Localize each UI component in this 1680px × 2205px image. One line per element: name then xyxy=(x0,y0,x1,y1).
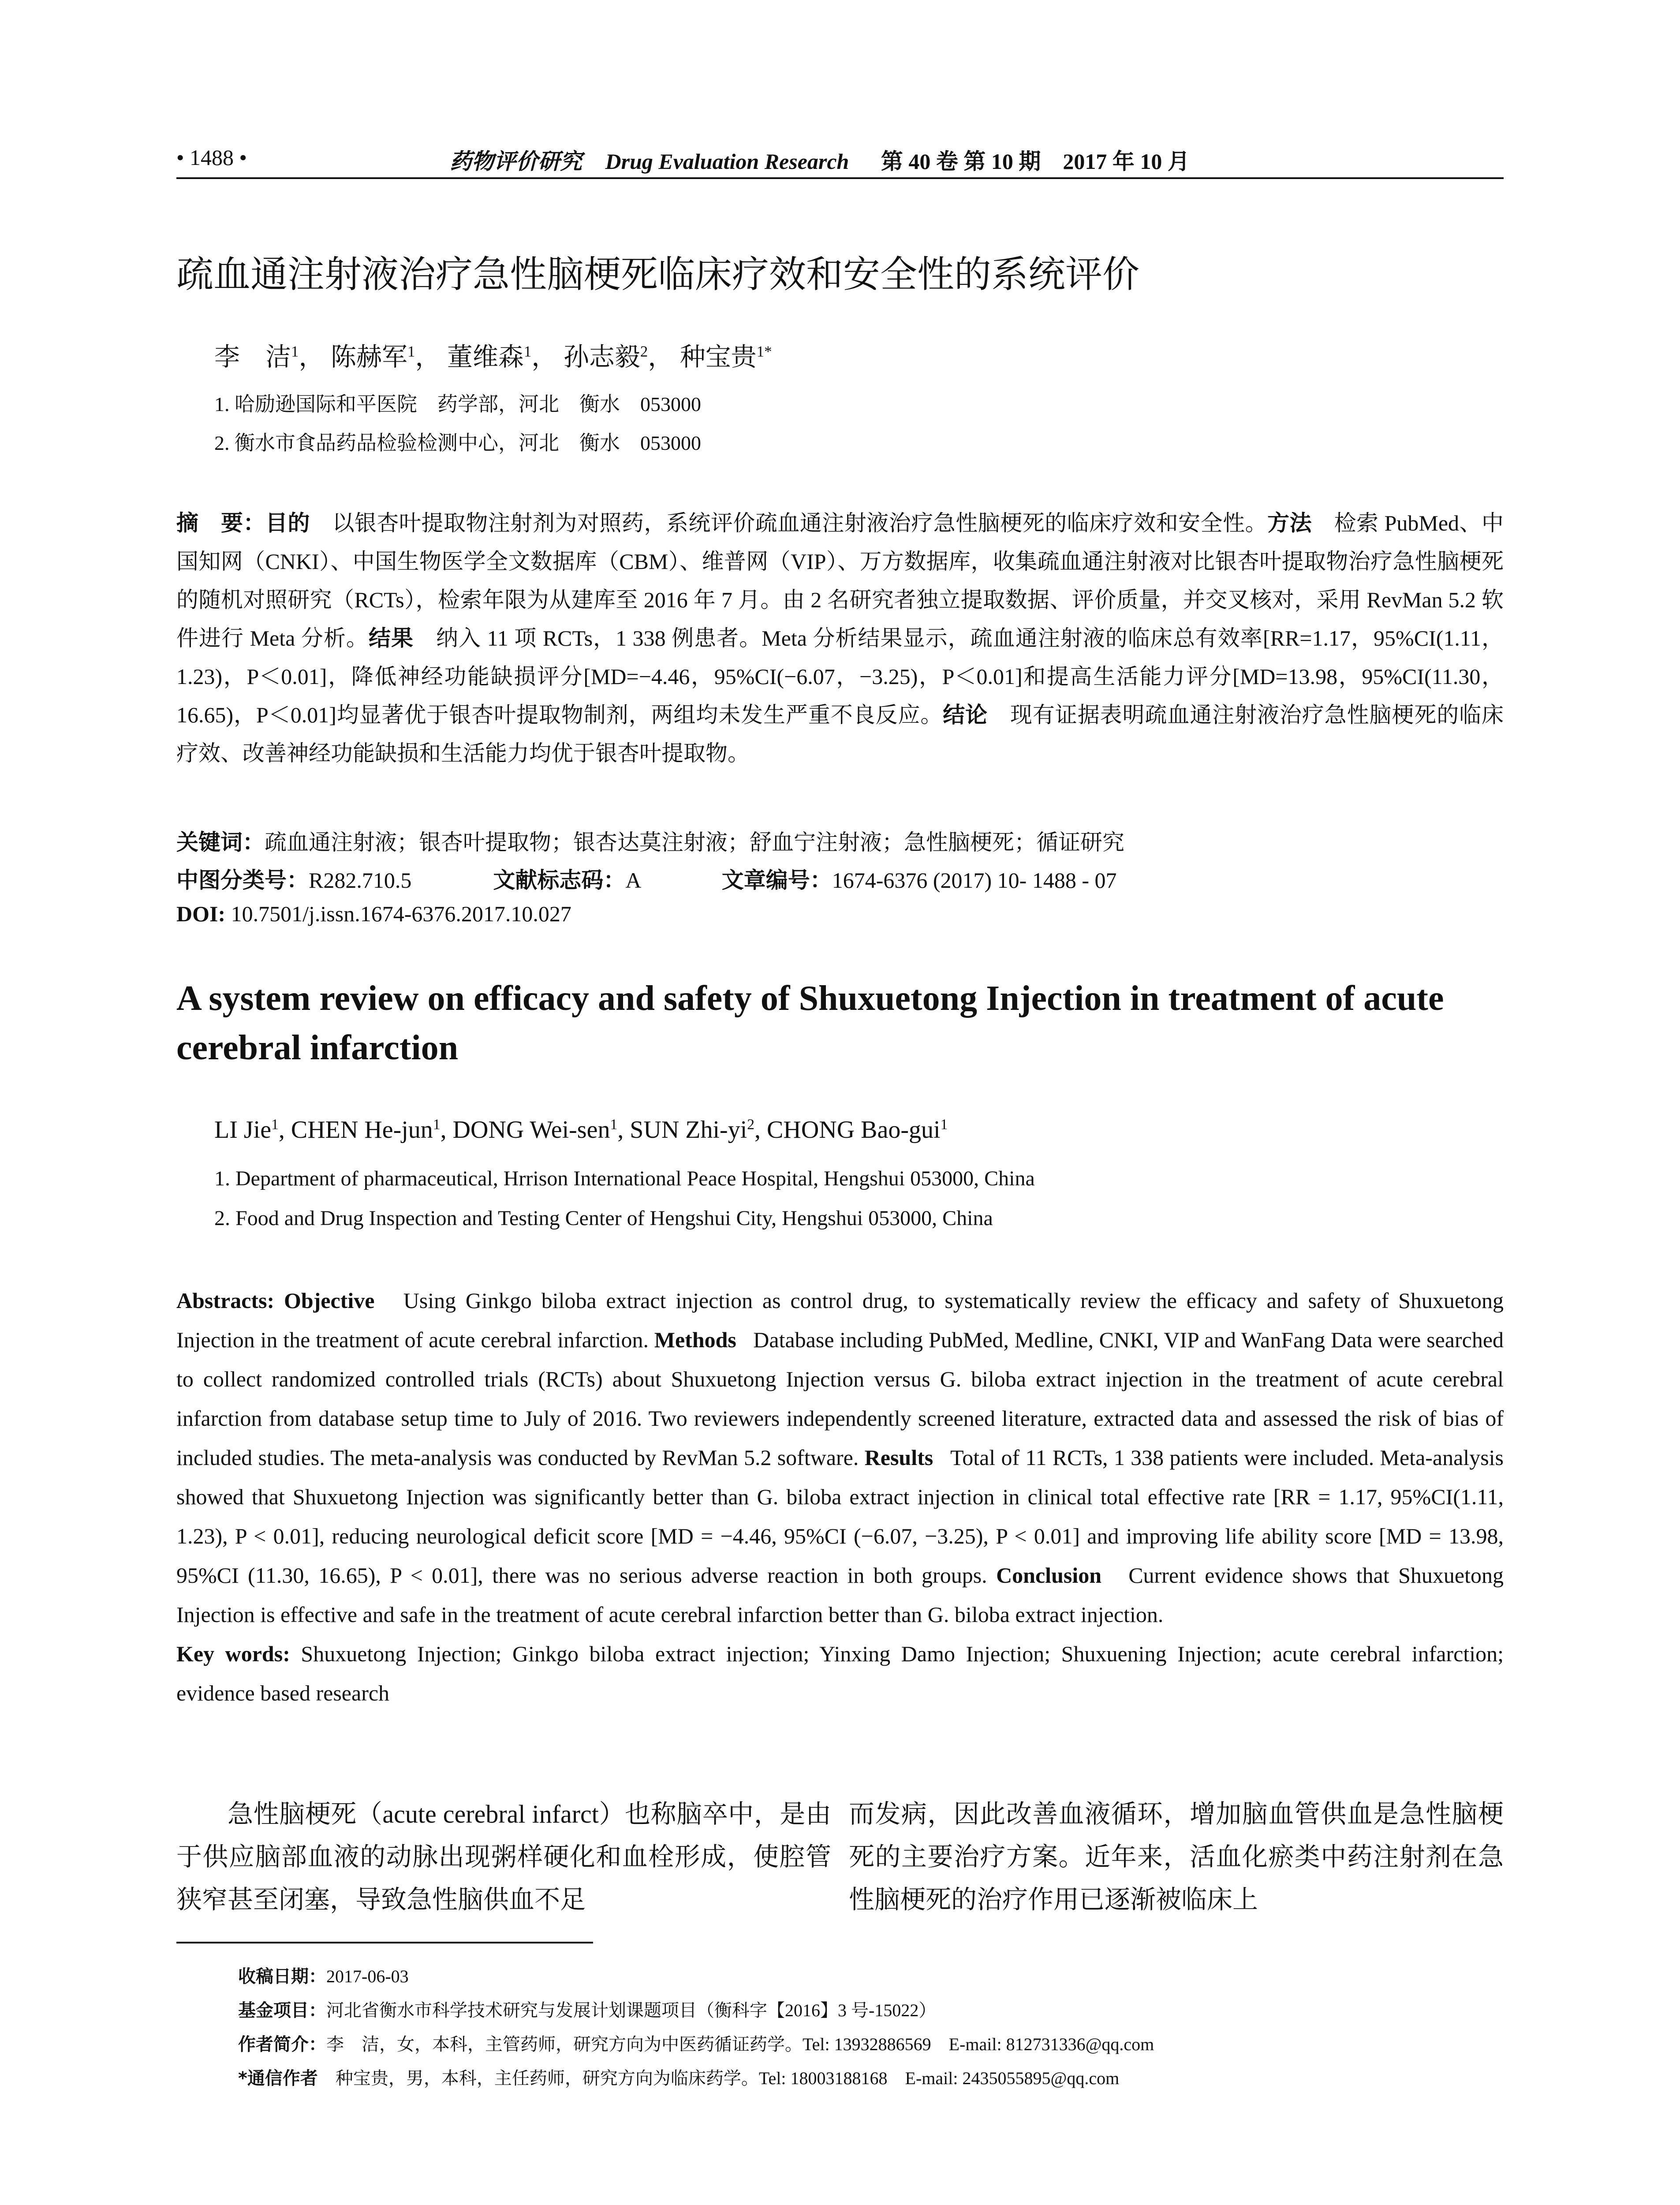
article-number-label: 文章编号： xyxy=(721,867,832,893)
author-aff-mark: 1 xyxy=(433,1116,441,1133)
affiliation-zh-1: 1. 哈励逊国际和平医院 药学部，河北 衡水 053000 xyxy=(214,393,701,415)
affiliation-en-1: 1. Department of pharmaceutical, Hrrison International Peace Hospital, Hengshui 053000, China xyxy=(214,1167,1035,1190)
abstract-label: 摘 要： xyxy=(176,510,265,536)
body-column-left: 急性脑梗死（acute cerebral infarct）也称脑卒中，是由于供应脑部血液的动脉出现粥样硬化和血栓形成，使腔管狭窄甚至闭塞，导致急性脑供血不足 xyxy=(176,1800,831,1914)
abstract-en xyxy=(176,1281,1504,1713)
author-aff-mark: 1 xyxy=(291,343,299,360)
doi-value[interactable]: 10.7501/j.issn.1674-6376.2017.10.027 xyxy=(231,901,571,926)
author-en: CHEN He-jun xyxy=(291,1116,433,1144)
footnote-fund xyxy=(238,1996,936,2022)
running-header xyxy=(176,140,1504,180)
author-aff-mark: 1 xyxy=(407,343,415,360)
article-number-value: 1674-6376 (2017) 10- 1488 - 07 xyxy=(832,868,1117,893)
author-aff-mark: 2 xyxy=(640,343,648,360)
journal-name: Drug Evaluation Research xyxy=(605,149,849,174)
author-aff-mark: 2 xyxy=(747,1116,755,1133)
footnote-rule xyxy=(176,1942,593,1943)
abstract-label: Abstracts: xyxy=(176,1288,275,1313)
author-zh: 董维森 xyxy=(447,343,524,371)
doc-code-label: 文献标志码： xyxy=(493,867,626,893)
author-zh: 孙志毅 xyxy=(563,343,640,371)
author-en: SUN Zhi-yi xyxy=(630,1116,747,1144)
title-en: A system review on efficacy and safety of Shuxuetong Injection in treatment of acute cerebral infarction xyxy=(176,979,1444,1067)
author-en: LI Jie xyxy=(214,1116,272,1144)
journal-logo: 药物评价研究 xyxy=(450,148,582,174)
methods-label: 方法 xyxy=(1267,510,1312,536)
author-zh: 陈赫军 xyxy=(330,343,407,371)
conclusion-label: 结论 xyxy=(943,702,988,728)
results-text: Total of 11 RCTs, 1 338 patients were included. Meta-analysis showed that Shuxuetong Injection was significantly better than G. biloba extract injection in clinical total effective rate [RR = 1.17, 95%CI(1.11, 1.23), P < 0.01], reducing neurological deficit score [MD = −4.46, 95%CI (−6.07, −3.25), P < 0.01] and improving life ability score [MD = 13.98, 95%CI (11.30, 16.65), P < 0.01], there was no serious adverse reaction in both groups. xyxy=(176,1445,1504,1588)
objective-label: Objective xyxy=(284,1288,375,1313)
keywords-text: 疏血通注射液；银杏叶提取物；银杏达莫注射液；舒血宁注射液；急性脑梗死；循证研究 xyxy=(265,830,1124,855)
author-zh: 李 洁 xyxy=(214,343,291,371)
keywords-zh xyxy=(176,825,1124,856)
footnote-corresponding xyxy=(238,2064,1119,2089)
author-aff-mark: 1 xyxy=(610,1116,618,1133)
author-en: DONG Wei-sen xyxy=(452,1116,610,1144)
author-bio-label: 作者简介： xyxy=(238,2034,326,2055)
received-value: 2017-06-03 xyxy=(326,1966,409,1986)
conclusion-text: 现有证据表明疏血通注射液治疗急性脑梗死的临床疗效、改善神经功能缺损和生活能力均优于银杏叶提取物。 xyxy=(176,703,1504,766)
keywords-label: Key words: xyxy=(176,1641,290,1666)
results-label: 结果 xyxy=(368,625,414,651)
affiliation-zh-2: 2. 衡水市食品药品检验检测中心，河北 衡水 053000 xyxy=(214,432,701,454)
methods-label: Methods xyxy=(654,1327,736,1352)
classification-line xyxy=(176,863,1116,894)
keywords-label: 关键词： xyxy=(176,830,265,855)
abstract-zh xyxy=(176,504,1504,773)
doi-label: DOI: xyxy=(176,901,226,926)
author-aff-mark: 1 xyxy=(271,1116,279,1133)
footnote-author xyxy=(238,2030,1154,2056)
conclusion-label: Conclusion xyxy=(996,1563,1102,1588)
author-en: CHONG Bao-gui xyxy=(767,1116,941,1144)
received-label: 收稿日期： xyxy=(238,1966,326,1987)
header-rule xyxy=(176,177,1504,179)
methods-text: Database including PubMed, Medline, CNKI, VIP and WanFang Data were searched to collect randomized controlled trials (RCTs) about Shuxuetong Injection versus G. biloba extract injection in the treatment of acute cerebral infarction from database setup time to July of 2016. Two reviewers independently screened literature, extracted data and assessed the risk of bias of included studies. The meta-analysis was conducted by RevMan 5.2 software. xyxy=(176,1327,1504,1470)
author-aff-mark: 1 xyxy=(523,343,532,360)
issue-info: 第 40 卷 第 10 期 2017 年 10 月 xyxy=(881,149,1190,174)
fund-value: 河北省衡水市科学技术研究与发展计划课题项目（衡科字【2016】3 号-15022） xyxy=(326,2000,937,2020)
affiliation-en-2: 2. Food and Drug Inspection and Testing Center of Hengshui City, Hengshui 053000, China xyxy=(214,1207,993,1230)
authors-zh: 李 洁$^1$， 陈赫军$^1$， 董维森$^1$， 孙志毅$^2$， 种宝贵$^{1*}$ xyxy=(214,343,772,371)
page-number: • 1488 • xyxy=(176,145,247,170)
objective-label: 目的 xyxy=(265,510,310,536)
body-column-right: 而发病，因此改善血液循环，增加脑血管供血是急性脑梗死的主要治疗方案。近年来，活血化瘀类中药注射剂在急性脑梗死的治疗作用已逐渐被临床上 xyxy=(849,1800,1504,1914)
clc-label: 中图分类号： xyxy=(176,867,309,893)
methods-text: 检索 PubMed、中国知网（CNKI）、中国生物医学全文数据库（CBM）、维普网（VIP）、万方数据库，收集疏血通注射液对比银杏叶提取物治疗急性脑梗死的随机对照研究（RCTs），检索年限为从建库至 2016 年 7 月。由 2 名研究者独立提取数据、评价质量，并交叉核对，采用 RevMan 5.2 软件进行 Meta 分析。 xyxy=(176,511,1504,650)
title-zh: 疏血通注射液治疗急性脑梗死临床疗效和安全性的系统评价 xyxy=(176,253,1140,296)
author-bio-value: 李 洁，女，本科，主管药师，研究方向为中医药循证药学。Tel: 13932886569 E-mail: 812731336@qq.com xyxy=(326,2034,1154,2054)
corresponding-label: *通信作者 xyxy=(238,2068,318,2089)
doc-code-value: A xyxy=(625,868,640,893)
conclusion-text: Current evidence shows that Shuxuetong Injection is effective and safe in the treatment of acute cerebral infarction better than G. biloba extract injection. xyxy=(176,1563,1504,1627)
author-zh: 种宝贵 xyxy=(679,343,757,371)
doi-line xyxy=(176,901,571,927)
footnote-received xyxy=(238,1962,409,1988)
journal-info xyxy=(450,144,1190,176)
author-aff-mark: 1 xyxy=(940,1116,948,1133)
objective-text: Using Ginkgo biloba extract injection as control drug, to systematically review the efficacy and safety of Shuxuetong Injection in the treatment of acute cerebral infarction. xyxy=(176,1288,1504,1352)
results-text: 纳入 11 项 RCTs，1 338 例患者。Meta 分析结果显示，疏血通注射液的临床总有效率[RR=1.17，95%CI(1.11，1.23)，P＜0.01]，降低神经功能缺损评分[MD=−4.46，95%CI(−6.07，−3.25)，P＜0.01]和提高生活能力评分[MD=13.98，95%CI(11.30，16.65)，P＜0.01]均显著优于银杏叶提取物制剂，两组均未发生严重不良反应。 xyxy=(176,626,1504,727)
authors-en: LI Jie$^1$, CHEN He-jun$^1$, DONG Wei-sen$^1$, SUN Zhi-$yi^2$, CHONG Bao-gui$^1$ xyxy=(214,1116,948,1144)
clc-value: R282.710.5 xyxy=(309,868,412,893)
fund-label: 基金项目： xyxy=(238,2000,326,2021)
author-aff-mark: 1* xyxy=(756,343,772,360)
objective-text: 以银杏叶提取物注射剂为对照药，系统评价疏血通注射液治疗急性脑梗死的临床疗效和安全性。 xyxy=(332,511,1268,535)
corresponding-value: 种宝贵，男，本科，主任药师，研究方向为临床药学。Tel: 18003188168 E-mail: 2435055895@qq.com xyxy=(335,2068,1120,2088)
results-label: Results xyxy=(864,1445,933,1470)
keywords-text: Shuxuetong Injection; Ginkgo biloba extract injection; Yinxing Damo Injection; Shuxuening Injection; acute cerebral infarction; evidence based research xyxy=(176,1641,1504,1705)
